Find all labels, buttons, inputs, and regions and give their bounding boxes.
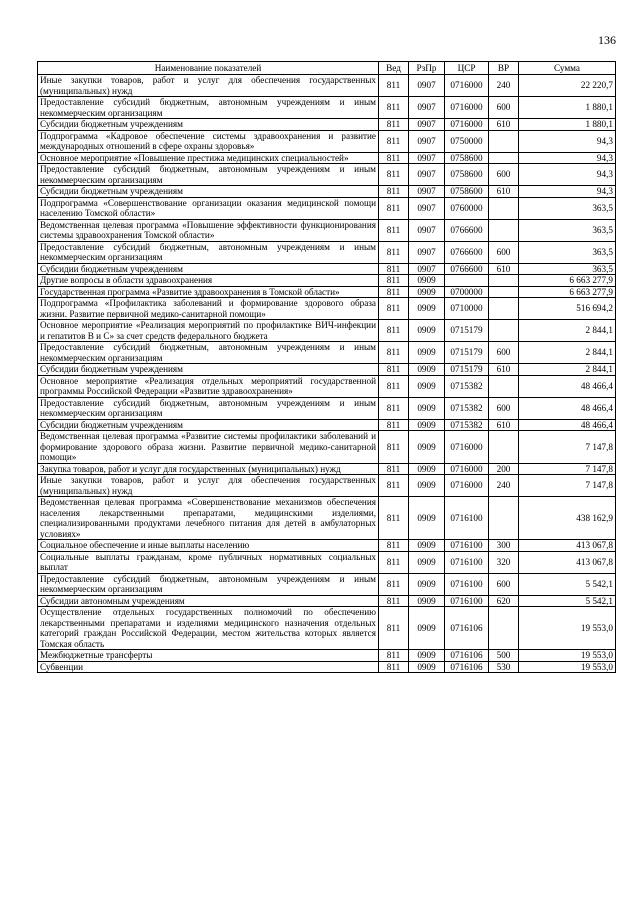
row-sum: 48 466,4 (519, 375, 616, 397)
row-rzpr: 0909 (409, 419, 445, 431)
row-ved: 811 (379, 650, 409, 662)
row-name: Ведомственная целевая программа «Повышение эффективности функционирования системы здравоохранения Томской области» (38, 219, 379, 241)
table-row (38, 463, 616, 475)
row-name: Основное мероприятие «Реализация отдельных мероприятий государственной программы Российской Федерации «Развитие здравоохранения» (38, 375, 379, 397)
row-rzpr: 0907 (409, 97, 445, 119)
row-vr (489, 431, 519, 464)
row-rzpr: 0907 (409, 241, 445, 263)
row-sum: 516 694,2 (519, 298, 616, 320)
row-ved: 811 (379, 152, 409, 164)
row-ved: 811 (379, 186, 409, 198)
table-row (38, 97, 616, 119)
table-row (38, 275, 616, 287)
row-csr: 0715382 (445, 397, 489, 419)
row-sum: 2 844,1 (519, 364, 616, 376)
table-row (38, 397, 616, 419)
row-vr (489, 607, 519, 650)
row-vr: 530 (489, 661, 519, 673)
row-rzpr: 0909 (409, 431, 445, 464)
table-row (38, 130, 616, 152)
header-ved: Вед (379, 62, 409, 75)
row-sum: 7 147,8 (519, 431, 616, 464)
table-row (38, 419, 616, 431)
table-row (38, 661, 616, 673)
row-vr (489, 130, 519, 152)
row-ved: 811 (379, 607, 409, 650)
row-ved: 811 (379, 75, 409, 97)
table-header-row (38, 62, 616, 75)
row-ved: 811 (379, 275, 409, 287)
row-sum: 413 067,8 (519, 540, 616, 552)
row-sum: 363,5 (519, 197, 616, 219)
row-csr: 0716100 (445, 551, 489, 573)
row-csr: 0716106 (445, 650, 489, 662)
row-ved: 811 (379, 497, 409, 540)
row-sum: 5 542,1 (519, 573, 616, 595)
row-csr: 0750000 (445, 130, 489, 152)
header-sum: Сумма (519, 62, 616, 75)
row-csr: 0715179 (445, 320, 489, 342)
row-ved: 811 (379, 197, 409, 219)
row-name: Ведомственная целевая программа «Совершенствование механизмов обеспечения населения лекарственными препаратами, медицинскими изделиями, специализированными продуктами лечебного питания для детей в амбулаторных условиях» (38, 497, 379, 540)
row-rzpr: 0909 (409, 607, 445, 650)
row-vr: 600 (489, 241, 519, 263)
row-ved: 811 (379, 375, 409, 397)
row-sum: 6 663 277,9 (519, 275, 616, 287)
row-rzpr: 0909 (409, 595, 445, 607)
table-row (38, 551, 616, 573)
row-ved: 811 (379, 573, 409, 595)
row-ved: 811 (379, 364, 409, 376)
row-rzpr: 0909 (409, 320, 445, 342)
row-rzpr: 0909 (409, 540, 445, 552)
table-row (38, 75, 616, 97)
row-rzpr: 0907 (409, 75, 445, 97)
row-sum: 438 162,9 (519, 497, 616, 540)
row-name: Предоставление субсидий бюджетным, автономным учреждениям и иным некоммерческим организациям (38, 164, 379, 186)
budget-table (37, 61, 616, 673)
row-vr (489, 152, 519, 164)
row-csr: 0716100 (445, 573, 489, 595)
row-ved: 811 (379, 320, 409, 342)
row-ved: 811 (379, 551, 409, 573)
row-ved: 811 (379, 431, 409, 464)
row-sum: 1 880,1 (519, 119, 616, 131)
row-rzpr: 0909 (409, 497, 445, 540)
row-ved: 811 (379, 298, 409, 320)
row-ved: 811 (379, 463, 409, 475)
row-csr: 0715179 (445, 364, 489, 376)
row-csr: 0766600 (445, 219, 489, 241)
row-name: Подпрограмма «Кадровое обеспечение системы здравоохранения и развитие международных отношений в сфере охраны здоровья» (38, 130, 379, 152)
row-csr (445, 275, 489, 287)
row-sum: 19 553,0 (519, 650, 616, 662)
header-vr: ВР (489, 62, 519, 75)
row-csr: 0715179 (445, 342, 489, 364)
row-name: Основное мероприятие «Повышение престижа медицинских специальностей» (38, 152, 379, 164)
row-rzpr: 0907 (409, 164, 445, 186)
table-row (38, 286, 616, 298)
row-name: Предоставление субсидий бюджетным, автономным учреждениям и иным некоммерческим организациям (38, 342, 379, 364)
row-vr (489, 375, 519, 397)
table-row (38, 119, 616, 131)
row-rzpr: 0907 (409, 186, 445, 198)
row-sum: 94,3 (519, 164, 616, 186)
table-row (38, 650, 616, 662)
row-ved: 811 (379, 595, 409, 607)
row-vr: 600 (489, 342, 519, 364)
row-csr: 0716100 (445, 540, 489, 552)
row-name: Основное мероприятие «Реализация мероприятий по профилактике ВИЧ-инфекции и гепатитов В и С» за счет средств федерального бюджета (38, 320, 379, 342)
row-csr: 0710000 (445, 298, 489, 320)
row-ved: 811 (379, 263, 409, 275)
row-vr: 200 (489, 463, 519, 475)
row-ved: 811 (379, 397, 409, 419)
row-ved: 811 (379, 342, 409, 364)
table-row (38, 197, 616, 219)
row-name: Подпрограмма «Профилактика заболеваний и формирование здорового образа жизни. Развитие первичной медико-санитарной помощи» (38, 298, 379, 320)
table-row (38, 298, 616, 320)
row-vr (489, 197, 519, 219)
row-vr: 600 (489, 397, 519, 419)
row-name: Закупка товаров, работ и услуг для государственных (муниципальных) нужд (38, 463, 379, 475)
row-rzpr: 0909 (409, 342, 445, 364)
table-row (38, 364, 616, 376)
table-row (38, 342, 616, 364)
row-name: Социальное обеспечение и иные выплаты населению (38, 540, 379, 552)
row-rzpr: 0909 (409, 298, 445, 320)
row-sum: 22 220,7 (519, 75, 616, 97)
row-vr (489, 286, 519, 298)
row-ved: 811 (379, 540, 409, 552)
row-csr: 0760000 (445, 197, 489, 219)
row-vr (489, 320, 519, 342)
row-sum: 363,5 (519, 219, 616, 241)
table-row (38, 263, 616, 275)
row-sum: 363,5 (519, 241, 616, 263)
row-ved: 811 (379, 661, 409, 673)
row-vr: 610 (489, 263, 519, 275)
row-vr: 600 (489, 164, 519, 186)
row-name: Межбюджетные трансферты (38, 650, 379, 662)
row-name: Социальные выплаты гражданам, кроме публичных нормативных социальных выплат (38, 551, 379, 573)
row-sum: 1 880,1 (519, 97, 616, 119)
row-csr: 0716000 (445, 75, 489, 97)
row-csr: 0716000 (445, 431, 489, 464)
row-rzpr: 0909 (409, 375, 445, 397)
row-name: Другие вопросы в области здравоохранения (38, 275, 379, 287)
header-csr: ЦСР (445, 62, 489, 75)
row-sum: 94,3 (519, 152, 616, 164)
row-name: Иные закупки товаров, работ и услуг для обеспечения государственных (муниципальных) нужд (38, 75, 379, 97)
row-name: Предоставление субсидий бюджетным, автономным учреждениям и иным некоммерческим организациям (38, 397, 379, 419)
row-sum: 7 147,8 (519, 475, 616, 497)
row-ved: 811 (379, 164, 409, 186)
row-vr (489, 497, 519, 540)
row-vr: 610 (489, 419, 519, 431)
row-csr: 0716000 (445, 97, 489, 119)
row-rzpr: 0909 (409, 551, 445, 573)
row-rzpr: 0909 (409, 573, 445, 595)
table-row (38, 475, 616, 497)
row-rzpr: 0907 (409, 130, 445, 152)
row-csr: 0715382 (445, 375, 489, 397)
row-name: Субсидии бюджетным учреждениям (38, 186, 379, 198)
table-row (38, 573, 616, 595)
row-ved: 811 (379, 286, 409, 298)
table-row (38, 375, 616, 397)
row-rzpr: 0909 (409, 463, 445, 475)
row-ved: 811 (379, 119, 409, 131)
table-row (38, 164, 616, 186)
row-vr (489, 298, 519, 320)
header-name: Наименование показателей (38, 62, 379, 75)
table-row (38, 595, 616, 607)
row-csr: 0716000 (445, 119, 489, 131)
row-sum: 19 553,0 (519, 661, 616, 673)
row-csr: 0716100 (445, 595, 489, 607)
row-rzpr: 0909 (409, 397, 445, 419)
row-name: Субсидии бюджетным учреждениям (38, 364, 379, 376)
row-sum: 94,3 (519, 186, 616, 198)
row-rzpr: 0907 (409, 152, 445, 164)
table-row (38, 241, 616, 263)
table-row (38, 540, 616, 552)
row-rzpr: 0907 (409, 219, 445, 241)
row-name: Субсидии бюджетным учреждениям (38, 119, 379, 131)
row-vr: 500 (489, 650, 519, 662)
row-vr: 620 (489, 595, 519, 607)
row-csr: 0766600 (445, 263, 489, 275)
row-rzpr: 0909 (409, 475, 445, 497)
row-csr: 0715382 (445, 419, 489, 431)
row-sum: 6 663 277,9 (519, 286, 616, 298)
header-rzpr: РзПр (409, 62, 445, 75)
row-vr: 600 (489, 97, 519, 119)
row-csr: 0716106 (445, 607, 489, 650)
row-sum: 363,5 (519, 263, 616, 275)
row-sum: 7 147,8 (519, 463, 616, 475)
row-csr: 0766600 (445, 241, 489, 263)
row-csr: 0716000 (445, 463, 489, 475)
row-ved: 811 (379, 475, 409, 497)
row-name: Ведомственная целевая программа «Развитие системы профилактики заболеваний и формирование здорового образа жизни. Развитие первичной медико-санитарной помощи» (38, 431, 379, 464)
row-vr: 610 (489, 364, 519, 376)
row-vr (489, 219, 519, 241)
row-name: Осуществление отдельных государственных полномочий по обеспечению лекарственными препаратами и изделиями медицинского назначения отдельных категорий граждан Российской Федерации, местом жительства которых является Томская область (38, 607, 379, 650)
row-name: Предоставление субсидий бюджетным, автономным учреждениям и иным некоммерческим организациям (38, 573, 379, 595)
row-rzpr: 0909 (409, 364, 445, 376)
row-vr: 320 (489, 551, 519, 573)
table-row (38, 607, 616, 650)
row-name: Государственная программа «Развитие здравоохранения в Томской области» (38, 286, 379, 298)
table-row (38, 152, 616, 164)
row-ved: 811 (379, 97, 409, 119)
row-csr: 0716000 (445, 475, 489, 497)
row-rzpr: 0907 (409, 119, 445, 131)
table-row (38, 186, 616, 198)
row-ved: 811 (379, 130, 409, 152)
row-rzpr: 0909 (409, 661, 445, 673)
table-row (38, 219, 616, 241)
row-vr: 610 (489, 119, 519, 131)
row-vr: 610 (489, 186, 519, 198)
row-sum: 94,3 (519, 130, 616, 152)
row-csr: 0716100 (445, 497, 489, 540)
row-ved: 811 (379, 419, 409, 431)
row-csr: 0700000 (445, 286, 489, 298)
table-row (38, 320, 616, 342)
row-sum: 2 844,1 (519, 342, 616, 364)
row-name: Субсидии бюджетным учреждениям (38, 419, 379, 431)
row-name: Субвенции (38, 661, 379, 673)
table-row (38, 497, 616, 540)
row-rzpr: 0909 (409, 275, 445, 287)
row-sum: 48 466,4 (519, 419, 616, 431)
row-name: Иные закупки товаров, работ и услуг для обеспечения государственных (муниципальных) нужд (38, 475, 379, 497)
table-body (38, 75, 616, 673)
row-ved: 811 (379, 219, 409, 241)
row-rzpr: 0907 (409, 263, 445, 275)
table-row (38, 431, 616, 464)
row-csr: 0758600 (445, 186, 489, 198)
row-name: Субсидии бюджетным учреждениям (38, 263, 379, 275)
row-sum: 19 553,0 (519, 607, 616, 650)
row-vr: 240 (489, 75, 519, 97)
row-csr: 0758600 (445, 164, 489, 186)
row-rzpr: 0907 (409, 197, 445, 219)
row-vr: 300 (489, 540, 519, 552)
row-csr: 0758600 (445, 152, 489, 164)
row-sum: 2 844,1 (519, 320, 616, 342)
row-vr: 600 (489, 573, 519, 595)
row-vr: 240 (489, 475, 519, 497)
row-vr (489, 275, 519, 287)
row-rzpr: 0909 (409, 286, 445, 298)
row-name: Предоставление субсидий бюджетным, автономным учреждениям и иным некоммерческим организациям (38, 241, 379, 263)
row-sum: 5 542,1 (519, 595, 616, 607)
page-number: 136 (598, 33, 616, 47)
row-name: Предоставление субсидий бюджетным, автономным учреждениям и иным некоммерческим организациям (38, 97, 379, 119)
row-sum: 413 067,8 (519, 551, 616, 573)
row-csr: 0716106 (445, 661, 489, 673)
row-sum: 48 466,4 (519, 397, 616, 419)
row-name: Субсидии автономным учреждениям (38, 595, 379, 607)
row-name: Подпрограмма «Совершенствование организации оказания медицинской помощи населению Томской области» (38, 197, 379, 219)
row-rzpr: 0909 (409, 650, 445, 662)
row-ved: 811 (379, 241, 409, 263)
